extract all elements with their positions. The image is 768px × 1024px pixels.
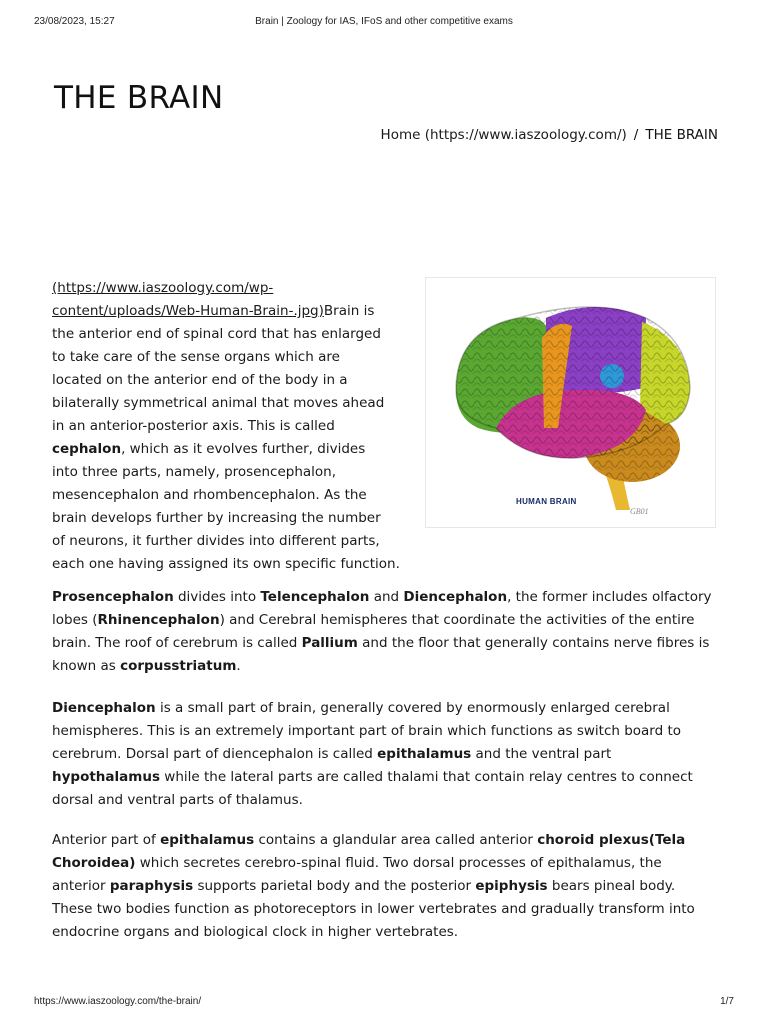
p4-text-1: Anterior part of: [52, 832, 161, 848]
print-footer-url: https://www.iaszoology.com/the-brain/: [34, 996, 202, 1007]
p3-text-3: while the lateral parts are called thalami that contain relay centres to connect dorsal and ventral parts of thalamus.: [52, 769, 693, 808]
epithalamus-paragraph: [52, 829, 716, 944]
breadcrumb-current: THE BRAIN: [645, 127, 718, 143]
diencephalon-paragraph: [52, 697, 716, 812]
print-document-title: Brain | Zoology for IAS, IFoS and other competitive exams: [255, 16, 513, 27]
p2-text-4: ) and Cerebral hemispheres that coordinate the activities of the entire brain. The roof of cerebrum is called: [52, 612, 695, 651]
breadcrumb-home-link[interactable]: Home (https://www.iaszoology.com/): [380, 127, 627, 143]
term-hypothalamus: hypothalamus: [52, 769, 160, 785]
term-paraphysis: paraphysis: [109, 878, 194, 894]
p2-text-6: .: [236, 658, 241, 674]
intro-text-2: , which as it evolves further, divides into three parts, namely, prosencephalon, mesencephalon and rhombencephalon. As the brain develops further by increasing the number of neurons, it further divides into different parts, each one having assigned its own specific function.: [52, 441, 400, 572]
p3-text-1: is a small part of brain, generally covered by enormously enlarged cerebral hemispheres. This is an extremely important part of brain which functions as switch board to cerebrum. Dorsal part of diencephalon is called: [52, 700, 682, 762]
term-epiphysis: epiphysis: [475, 878, 548, 894]
print-page-number: 1/7: [720, 996, 734, 1007]
p4-text-4: supports parietal body and the posterior: [193, 878, 476, 894]
term-rhinencephalon: Rhinencephalon: [97, 612, 220, 628]
p4-text-2: contains a glandular area called anterior: [254, 832, 538, 848]
term-cephalon: cephalon: [52, 441, 122, 457]
term-pallium: Pallium: [301, 635, 358, 651]
print-datetime: 23/08/2023, 15:27: [34, 16, 115, 27]
term-prosencephalon: Prosencephalon: [52, 589, 174, 605]
p2-text-1: divides into: [173, 589, 261, 605]
p2-text-5: and the floor that generally contains nerve fibres is known as: [52, 635, 710, 674]
term-corpusstriatum: corpusstriatum: [120, 658, 237, 674]
term-diencephalon: Diencephalon: [403, 589, 508, 605]
p4-text-5: bears pineal body. These two bodies function as photoreceptors in lower vertebrates and gradually transform into endocrine organs and biological clock in higher vertebrates.: [52, 878, 695, 940]
breadcrumb: [381, 127, 718, 143]
brain-illustration: [426, 278, 717, 529]
term-epithalamus: epithalamus: [377, 746, 472, 762]
p3-text-2: and the ventral part: [471, 746, 612, 762]
term-telencephalon: Telencephalon: [260, 589, 370, 605]
term-diencephalon-heading: Diencephalon: [52, 700, 156, 716]
term-epithalamus-2: epithalamus: [160, 832, 255, 848]
term-choroid-plexus: choroid plexus(Tela Choroidea): [52, 832, 686, 871]
page-title: THE BRAIN: [54, 80, 224, 116]
p2-text-3: , the former includes olfactory lobes (: [52, 589, 712, 628]
print-header: [34, 16, 734, 30]
p2-text-2: and: [369, 589, 404, 605]
intro-section: [52, 277, 716, 576]
intro-text-1: Brain is the anterior end of spinal cord that has enlarged to take care of the sense organs which are located on the anterior end of the body in a bilaterally symmetrical animal that moves ahead in an anterior-posterior axis. This is called: [52, 303, 385, 434]
p4-text-3: which secretes cerebro-spinal fluid. Two dorsal processes of epithalamus, the anterior: [52, 855, 662, 894]
breadcrumb-separator: /: [633, 127, 639, 143]
brain-image-link[interactable]: (https://www.iaszoology.com/wp-content/uploads/Web-Human-Brain-.jpg): [52, 280, 324, 319]
print-footer: [34, 996, 734, 1010]
human-brain-image[interactable]: [425, 277, 716, 528]
prosencephalon-paragraph: [52, 586, 716, 678]
brain-image-caption: HUMAN BRAIN: [516, 497, 577, 506]
brain-image-signature: GB01: [630, 507, 649, 516]
